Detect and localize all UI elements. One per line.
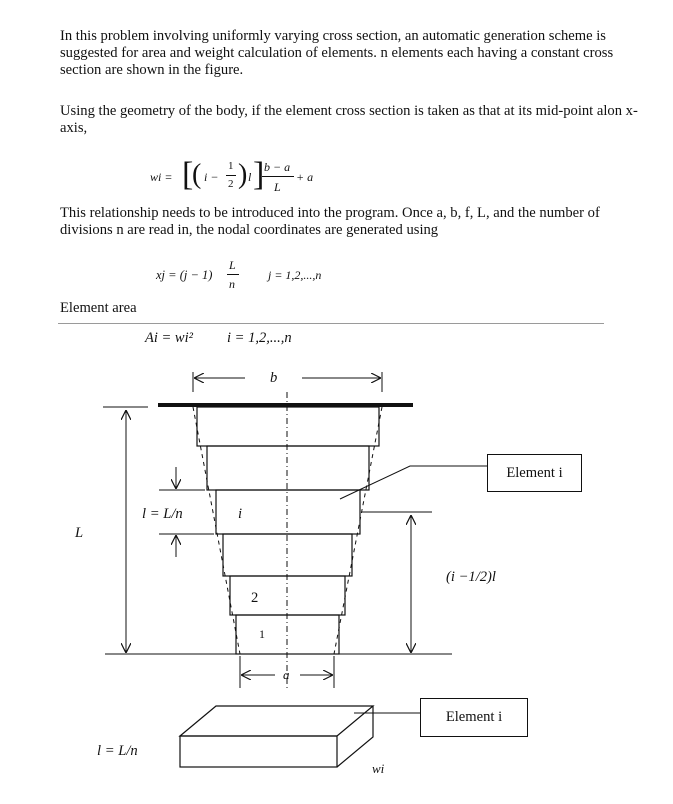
label-a: a	[283, 667, 290, 682]
xj-lhs: xj = (j − 1)	[156, 268, 213, 282]
wi-bracket-close: ]	[253, 156, 265, 193]
element-area-label: Element area	[60, 300, 137, 316]
label-wi: wi	[372, 761, 385, 776]
wi-lhs: wi =	[150, 170, 173, 184]
ai-lhs: Ai = wi²	[145, 330, 193, 346]
ai-range: i = 1,2,...,n	[227, 330, 292, 346]
stepped-elements	[197, 407, 379, 654]
paragraph-intro: In this problem involving uniformly varying cross section, an automatic generation scheme is suggested for area and weight calculation of elements. n elements each having a constant cross section are shown in the figure.	[60, 28, 614, 78]
xj-num: L	[229, 258, 236, 272]
paragraph-program: This relationship needs to be introduced into the program. Once a, b, f, L, and the number of divisions n are read in, the nodal coordinates are generated using	[60, 205, 600, 238]
wi-frac-den: L	[274, 180, 281, 194]
label-2: 2	[251, 590, 259, 606]
wi-paren-close: )	[238, 159, 248, 190]
slab-element	[180, 706, 373, 767]
label-i: i	[238, 506, 243, 522]
label-b: b	[270, 370, 278, 386]
wi-i-minus: i −	[204, 170, 219, 184]
label-l-eq-bottom: l = L/n	[97, 743, 138, 759]
xj-range: j = 1,2,...,n	[268, 268, 322, 282]
wi-plus-a: + a	[296, 170, 314, 184]
wi-frac-num: b − a	[264, 160, 291, 174]
element-leader-top	[340, 466, 487, 499]
xj-den: n	[229, 277, 235, 291]
element-i-box-bottom: Element i	[420, 698, 528, 737]
paragraph-geometry: Using the geometry of the body, if the element cross section is taken as that at its mid-point alon x-axis,	[60, 103, 638, 136]
wi-bracket-open: [	[182, 156, 194, 193]
wi-paren-open: (	[192, 159, 202, 190]
wi-l: l	[248, 170, 252, 184]
label-L: L	[75, 525, 84, 541]
wi-half-num: 1	[228, 160, 234, 172]
label-l-eq: l = L/n	[142, 506, 183, 522]
element-i-box-top: Element i	[487, 454, 582, 492]
label-i-half: (i −1/2)l	[446, 569, 496, 585]
taper-line-right	[334, 407, 382, 654]
wi-half-den: 2	[228, 178, 234, 190]
label-1: 1	[259, 627, 265, 641]
